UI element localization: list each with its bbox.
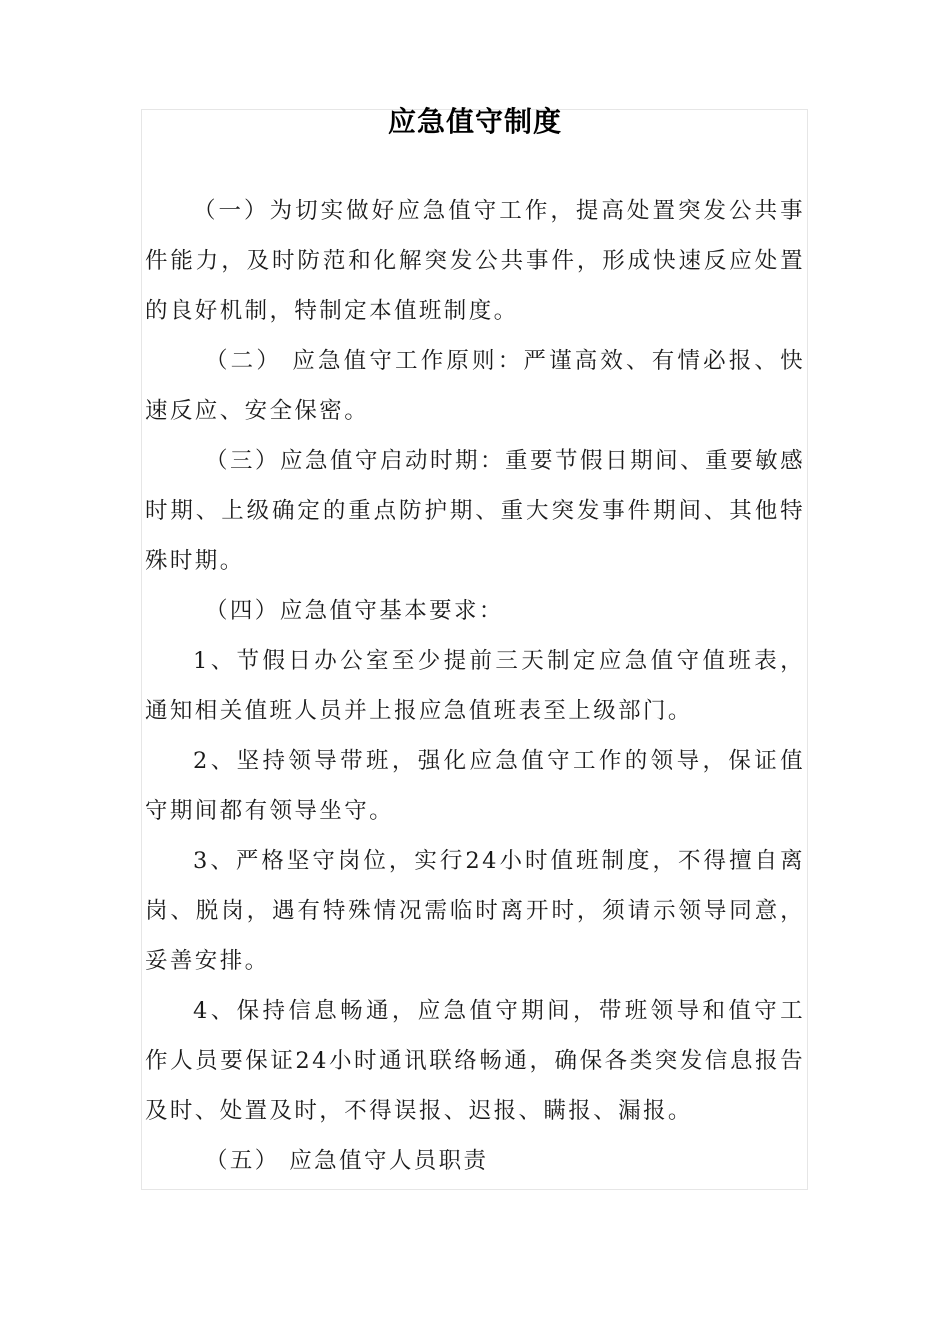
paragraph-duty-heading: （五） 应急值守人员职责	[205, 1148, 489, 1174]
document-title: 应急值守制度	[387, 105, 562, 138]
paragraph-basic-requirements-heading: （四）应急值守基本要求：	[205, 598, 504, 624]
paragraph-requirement-4: 4、保持信息畅通，应急值守期间，带班领导和值守工作人员要保证24小时通讯联络畅通，确保各类突发信息报告及时、处置及时，不得误报、迟报、瞒报、漏报。	[145, 998, 805, 1124]
paragraph-purpose: （一）为切实做好应急值守工作，提高处置突发公共事件能力，及时防范和化解突发公共事件，形成快速反应处置的良好机制，特制定本值班制度。	[145, 198, 805, 324]
document-body	[145, 186, 805, 1186]
paragraph-requirement-1: 1、节假日办公室至少提前三天制定应急值守值班表，通知相关值班人员并上报应急值班表至上级部门。	[145, 648, 805, 724]
paragraph-principles: （二） 应急值守工作原则：严谨高效、有情必报、快速反应、安全保密。	[145, 348, 805, 424]
paragraph-activation-periods: （三）应急值守启动时期：重要节假日期间、重要敏感时期、上级确定的重点防护期、重大突发事件期间、其他特殊时期。	[145, 448, 805, 574]
paragraph-requirement-2: 2、坚持领导带班，强化应急值守工作的领导，保证值守期间都有领导坐守。	[145, 748, 805, 824]
paragraph-requirement-3: 3、严格坚守岗位，实行24小时值班制度，不得擅自离岗、脱岗，遇有特殊情况需临时离开时，须请示领导同意，妥善安排。	[145, 848, 805, 974]
